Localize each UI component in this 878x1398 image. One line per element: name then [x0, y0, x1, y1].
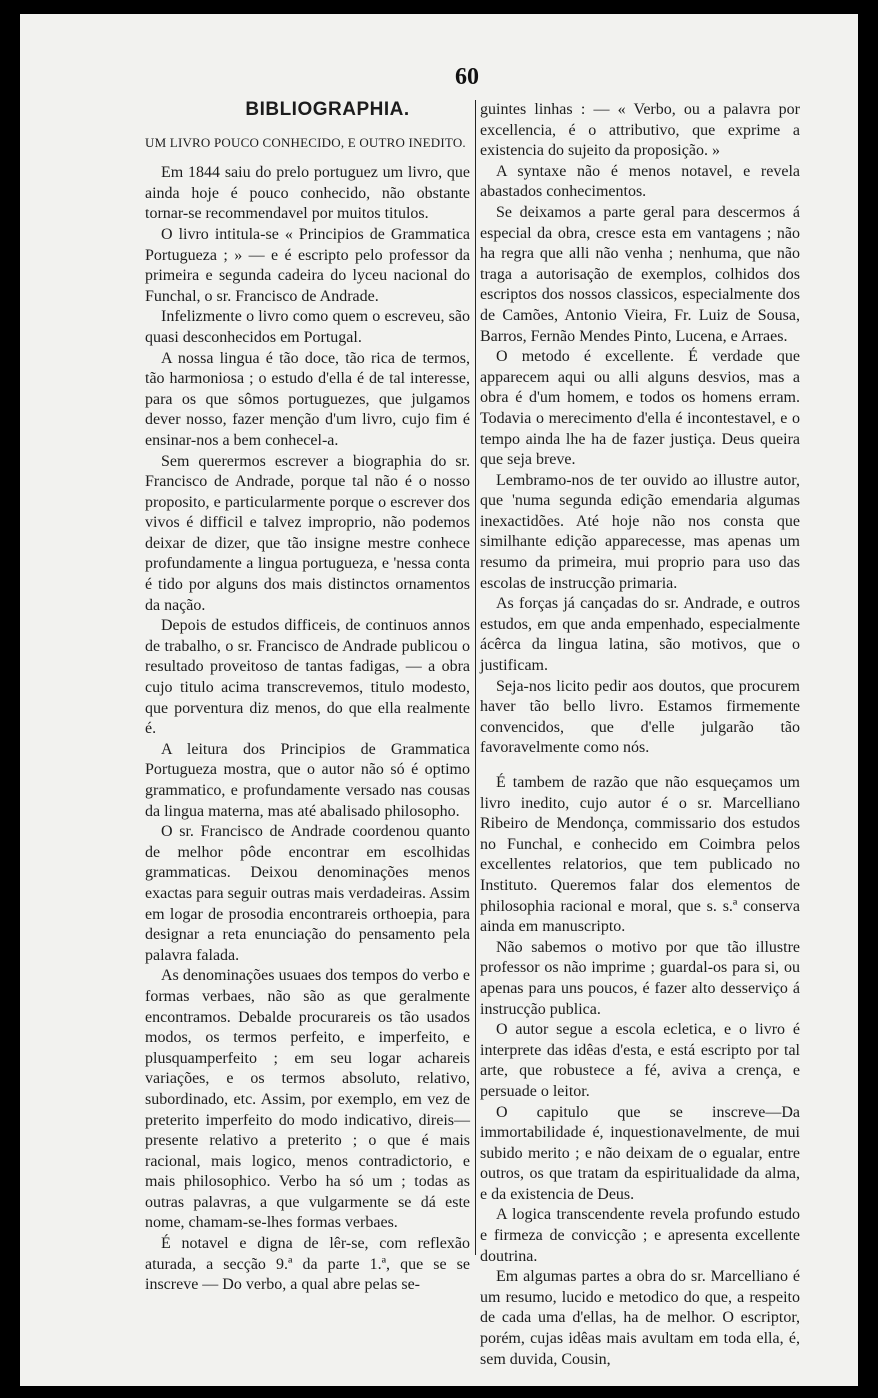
paragraph: A syntaxe não é menos notavel, e revela abastados conhecimentos.	[480, 162, 800, 201]
paragraph: As denominações usuaes dos tempos do verbo e formas verbaes, não são as que geralmente encontramos. Debalde procurareis os tão usados modos, os termos perfeito, e imperfeito, e plusquamperfeito ; em seu logar achareis variações, e os termos absoluto, relativo, subordinado, etc. Assim, por exemplo, em vez de preterito imperfeito do modo indicativo, direis—presente relativo a preterito ; o que é mais racional, mais logico, menos contradictorio, e mais philosophico. Verbo ha só um ; todas as outras palavras, a que vulgarmente se dá este nome, chamam-se-lhes formas verbaes.	[145, 967, 470, 1232]
paragraph: Lembramo-nos de ter ouvido ao illustre autor, que 'numa segunda edição emendaria algumas inexactidões. Até hoje não nos consta que similhante edição apparecesse, mas apenas um resumo da primeira, mui proprio para uso das escolas de instrucção primaria.	[480, 471, 800, 592]
paragraph: guintes linhas : — « Verbo, ou a palavra por excellencia, é o attributivo, que exprime a existencia do sujeito da proposição. »	[480, 101, 800, 160]
paragraph: É notavel e digna de lêr-se, com reflexão aturada, a secção 9.ª da parte 1.ª, que se se inscreve — Do verbo, a qual abre pelas se-	[145, 1235, 470, 1294]
page-number: 60	[455, 64, 479, 90]
left-column	[145, 100, 470, 1296]
paragraph: O metodo é excellente. É verdade que apparecem aqui ou alli alguns desvios, mas a obra é d'um homem, e todos os homens erram. Todavia o merecimento d'ella é incontestavel, e o tempo ainda lhe ha de fazer justiça. Deus queira que seja breve.	[480, 348, 800, 469]
paragraph: Não sabemos o motivo por que tão illustre professor os não imprime ; guardal-os para si, ou apenas para uns poucos, é fazer alto desserviço á instrucção publica.	[480, 938, 800, 1018]
paragraph: Depois de estudos difficeis, de continuos annos de trabalho, o sr. Francisco de Andrade publicou o resultado proveitoso de tantas fadigas, — a obra cujo titulo acima transcrevemos, titulo modesto, que porventura diz menos, do que ella realmente é.	[145, 617, 470, 738]
paragraph: O livro intitula-se « Principios de Grammatica Portugueza ; » — e é escripto pelo professor da primeira e segunda cadeira do lyceu nacional do Funchal, o sr. Francisco de Andrade.	[145, 225, 470, 305]
paragraph: O autor segue a escola ecletica, e o livro é interprete das idêas d'esta, e está escripto por tal arte, que robustece a fé, aviva a crença, e persuade o leitor.	[480, 1021, 800, 1100]
paragraph: Seja-nos licito pedir aos doutos, que procurem haver tão bello livro. Estamos firmemente convencidos, que d'elle julgarão tão favoravelmente como nós.	[480, 677, 800, 757]
paragraph: É tambem de razão que não esqueçamos um livro inedito, cujo autor é o sr. Marcelliano Ribeiro de Mendonça, commissario dos estudos no Funchal, e conhecido em Coimbra pelos excellentes relatorios, que tem publicado no Instituto. Queremos falar dos elementos de philosophia racional e moral, que s. s.ª conserva ainda em manuscripto.	[480, 774, 800, 936]
paragraph: O capitulo que se inscreve—Da immortabilidade é, inquestionavelmente, de mui subido merito ; e não deixam de o egualar, entre outros, os que tratam da espiritualidade da alma, e da existencia de Deus.	[480, 1103, 800, 1203]
paragraph: Em algumas partes a obra do sr. Marcelliano é um resumo, lucido e metodico do que, a respeito de cada uma d'ellas, ha de melhor. O escriptor, porém, cujas idêas mais avultam em toda ella, é, sem duvida, Cousin,	[480, 1268, 800, 1368]
paragraph: Em 1844 saiu do prelo portuguez um livro, que ainda hoje é pouco conhecido, não obstante tornar-se recommendavel por muitos titulos.	[145, 164, 470, 223]
paragraph: A leitura dos Principios de Grammatica Portugueza mostra, que o autor não só é optimo grammatico, e profundamente versado nas cousas da lingua materna, mas até abalisado philosopho.	[145, 740, 470, 820]
paragraph: O sr. Francisco de Andrade coordenou quanto de melhor pôde encontrar em escolhidas grammaticas. Deixou denominações menos exactas para seguir outras mais verdadeiras. Assim em logar de prosodia encontrareis orthoepia, para designar a reta enunciação do pensamento pela palavra falada.	[145, 823, 470, 964]
paragraph: Infelizmente o livro como quem o escreveu, são quasi desconhecidos em Portugal.	[145, 308, 470, 346]
section-heading: BIBLIOGRAPHIA.	[245, 99, 410, 120]
paragraph: Se deixamos a parte geral para descermos á especial da obra, cresce esta em vantagens ; não ha regra que alli não venha ; nenhuma, que não traga a autorisação de exemplos, colhidos dos escriptos dos nossos classicos, especialmente dos de Camões, Antonio Vieira, Fr. Luiz de Sousa, Barros, Fernão Mendes Pinto, Lucena, e Arraes.	[480, 203, 800, 345]
right-column	[480, 100, 800, 1370]
paragraph: Sem querermos escrever a biographia do sr. Francisco de Andrade, porque tal não é o nosso proposito, e particularmente porque o escrever dos vivos é difficil e talvez improprio, não podemos deixar de dizer, que tão insigne mestre conhece profundamente a lingua portugueza, e 'nessa conta é tido por alguns dos mais distinctos ornamentos da nação.	[145, 452, 470, 614]
column-divider	[475, 100, 476, 1255]
article-subheading: UM LIVRO POUCO CONHECIDO, E OUTRO INEDITO.	[145, 134, 466, 150]
paragraph: A nossa lingua é tão doce, tão rica de termos, tão harmoniosa ; o estudo d'ella é de tal interesse, para os que sômos portuguezes, que julgamos dever nosso, fazer menção d'um livro, cujo fim é ensinar-nos a bem conhecel-a.	[145, 349, 470, 449]
paragraph: As forças já cançadas do sr. Andrade, e outros estudos, em que anda empenhado, especialmente ácêrca da lingua latina, são motivos, que o justificam.	[480, 595, 800, 675]
paragraph: A logica transcendente revela profundo estudo e firmeza de convicção ; e apresenta excellente doutrina.	[480, 1206, 800, 1265]
